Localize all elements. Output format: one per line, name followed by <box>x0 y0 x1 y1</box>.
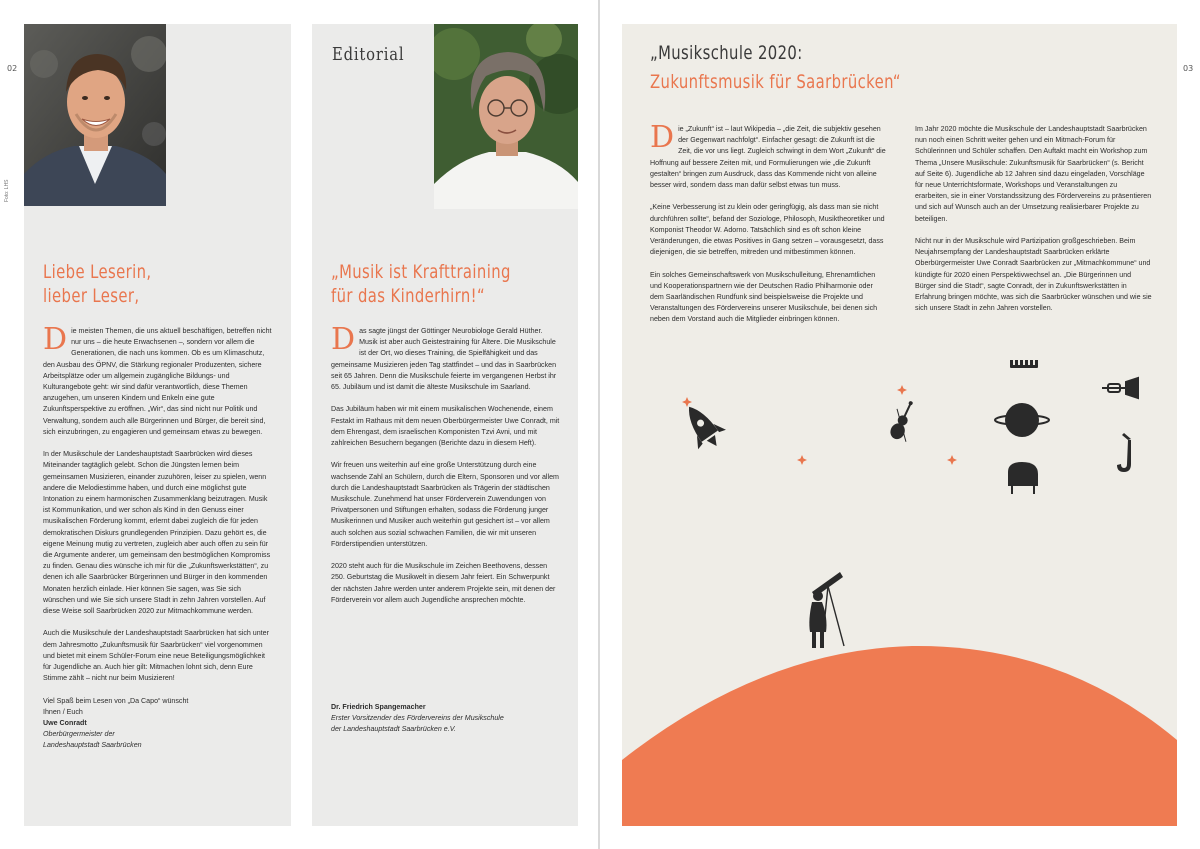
middle-body-text: Das sagte jüngst der Göttinger Neurobiologe Gerald Hüther. Musik ist aber auch Geistestraining für Ältere. Die Musikschule ist der Ort, wo dieses Training, die Spielfähigkeit und das gemeinsame Musizieren jeden Tag stattfindet – und das in Saarbrücken seit 65 Jahren. Denn die Musikschule feierte im vergangenen Herbst ihr 65. Jubiläum und ist damit die älteste Musikschule im Saarland. Das Jubiläum haben wir mit einem musikalischen Wochenende, einem Festakt im Rathaus mit dem neuen Oberbürgermeister Uwe Conradt, mit dem Ehrengast, dem israelischen Komponisten Tzvi Avni, und mit zahlreichen Besuchern begangen (Berichte dazu in diesem Heft). Wir freuen uns weiterhin auf eine große Unterstützung durch eine wachsende Zahl an Schülern, durch die Eltern, Sponsoren und vor allem durch die Landeshauptstadt Saarbrücken als Trägerin der städtischen Musikschule. Zunehmend hat unser Förderverein Zuwendungen von Privatpersonen und Stiftungen erhalten, sodass die Förderung junger Musikerinnen und Musiker auch weiterhin gut gesichert ist – vor allem auch solchen aus sozial schwachen Familien, die wir mit unseren Förderstipendien unterstützen. 2020 steht auch für die Musikschule im Zeichen Beethovens, dessen 250. Geburtstag die Musikwelt in diesem Jahr feiert. Ein Schwerpunkt der nächsten Jahre werden unter anderem Projekte sein, mit denen der Förderverein vor allem auch Jugendliche ansprechen möchte. <box>331 322 560 604</box>
dropcap: D <box>43 322 68 357</box>
editorial-label: Editorial <box>332 44 405 65</box>
right-body-column-1: Die „Zukunft“ ist – laut Wikipedia – „die Zeit, die subjektiv gesehen der Gegenwart nachfolgt“. Einfacher gesagt: die Zukunft ist die Zeit, die vor uns liegt. Zugleich schwingt in dem Wort „Zukunft“ die Hoffnung auf bessere Zeiten mit, und Formulierungen wie „die Zukunft gestalten“ bringen zum Ausdruck, dass das Kommende nicht von alleine besser wird, sondern dass man dafür selbst etwas tun muss. „Keine Verbesserung ist zu klein oder geringfügig, als dass man sie nicht durchführen sollte“, befand der Soziologe, Philosoph, Musiktheoretiker und Komponist Theodor W. Adorno. Tatsächlich sind es oft schon kleine Veränderungen, die etwas Positives in Gang setzen – vorausgesetzt, dass diejenigen, die sie betreffen, mitreden und mitbestimmen können. Ein solches Gemeinschaftswerk von Musikschulleitung, Ehrenamtlichen und Kooperationspartnern wie der Deutschen Radio Philharmonie oder dem Saarländischen Rundfunk sind beispielsweise die Projekte und Veranstaltungen des Fördervereins unserer Musikschule, bei denen sich neben dem Vorstand auch die Mitglieder einbringen können. <box>650 120 886 324</box>
middle-signature: Dr. Friedrich Spangemacher Erster Vorsitzender des Fördervereins der Musikschule der Landeshauptstadt Saarbrücken e.V. <box>331 702 571 736</box>
dropcap: D <box>650 120 675 155</box>
orange-planet-icon <box>622 646 1177 826</box>
accordion-icon <box>1010 360 1038 368</box>
saxophone-icon <box>1117 433 1131 472</box>
star-icon <box>682 385 957 465</box>
author-portrait <box>434 24 578 209</box>
trumpet-icon <box>1102 378 1138 398</box>
violin-icon <box>885 397 922 443</box>
space-music-illustration <box>622 360 1177 826</box>
right-heading-line2: Zukunftsmusik für Saarbrücken“ <box>650 71 901 93</box>
mayor-portrait <box>24 24 166 206</box>
signature-name: Uwe Conradt <box>43 719 87 728</box>
dropcap: D <box>331 322 356 357</box>
right-body-column-2: Im Jahr 2020 möchte die Musikschule der Landeshauptstadt Saarbrücken nun noch einen Schritt weiter gehen und ein Mitmach-Forum für Schülerinnen und Schüler schaffen. Den Auftakt macht ein Workshop zum Thema „Unsere Musikschule: Zukunftsmusik für Saarbrücken“ (s. Bericht auf Seite 6). Jugendliche ab 12 Jahren sind dazu eingeladen, Vorschläge für neue Unterrichtsformate, Workshops und Veranstaltungen zu erarbeiten, sie in einer Vorstandssitzung des Fördervereins zu präsentieren und sich auf Wunsch auch an der Umsetzung realisierbarer Projekte zu beteiligen. Nicht nur in der Musikschule wird Partizipation großgeschrieben. Beim Neujahrsempfang der Landeshauptstadt Saarbrücken erklärte Oberbürgermeister Uwe Conradt Saarbrücken zur „Mitmachkommune“ und kündigte für 2020 einen Perspektivwechsel an. „Die Bürgerinnen und Bürger sind die Stadt“, sagte Conradt, der in Zukunftswerkstätten in Erfahrung bringen möchte, was sich die Saarbrücker wünschen und wie sie sich unsere Stadt in zehn Jahren vorstellen. <box>915 125 1152 313</box>
telescope-child-icon <box>809 572 844 648</box>
photo-credit: Foto: LHS <box>4 179 10 202</box>
rocket-icon <box>675 397 730 456</box>
signature-name: Dr. Friedrich Spangemacher <box>331 703 426 711</box>
piano-icon <box>1008 462 1038 494</box>
page-gutter <box>598 0 600 849</box>
planet-icon <box>995 403 1049 437</box>
page-number-left: 02 <box>7 64 18 73</box>
left-body-text: Die meisten Themen, die uns aktuell beschäftigen, betreffen nicht nur uns – die heute Erwachsenen –, sondern vor allem die Generationen, die nach uns kommen. Ob es um Klimaschutz, den Ausbau des ÖPNV, die Stärkung regionaler Produzenten, sichere Arbeitsplätze oder um allgemein zugängliche Bildungs- und Kulturangebote geht: wir sind dafür verantwortlich, diese Themen anzugehen, um unseren Kindern und Enkeln eine gute Zukunftsperspektive zu eröffnen. „Wir“, das sind nicht nur Politik und Verwaltung, sondern auch alle Bürgerinnen und Bürger, die bereit sind, sich einzubringen, zu engagieren und gemeinsam etwas zu bewegen. In der Musikschule der Landeshauptstadt Saarbrücken wird dieses Miteinander tagtäglich gelebt. Schon die Jüngsten lernen beim gemeinsamen Musizieren, einander zuzuhören, leiser zu spielen, wenn andere die Melodiestimme haben, und durch eine möglichst gute Intonation zu einem harmonischen Zusammenklang beizutragen. Musik ist Kommunikation, und wer schon als Kind in den Genuss einer musikalischen Förderung kommt, erlernt dabei zugleich die für jeden demokratischen Diskurs grundlegenden Prinzipien. Dazu gehört es, die eigene Meinung mutig zu vertreten, zugleich aber auch offen zu sein für die Argumente anderer, um gemeinsam den bestmöglichen Kompromiss zu finden. Genau dies wünsche ich mir für die „Zukunftswerkstätten“, zu denen ich alle Saarbrücker Bürgerinnen und Bürger in den kommenden Monaten herzlich einlade. Hier können Sie sagen, was Sie sich wünschen und wie Sie sich unsere Stadt in zehn Jahren vorstellen. Auf diese Weise soll Saarbrücken 2020 zur Mitmachkommune werden. Auch die Musikschule der Landeshauptstadt Saarbrücken hat sich unter dem Jahresmotto „Zukunftsmusik für Saarbrücken“ viel vorgenommen und bietet mit einem Schüler-Forum eine neue Beteiligungsmöglichkeit für Jugendliche an. Auch hier gilt: Mitmachen lohnt sich, denn Eure Stimme zählt – nicht nur beim Musizieren! Viel Spaß beim Lesen von „Da Capo“ wünscht Ihnen / Euch Uwe Conradt Oberbürgermeister der Landeshauptstadt Saarbrücken <box>43 326 274 752</box>
page-number-right: 03 <box>1183 64 1194 73</box>
right-heading-line1: „Musikschule 2020: <box>650 42 803 64</box>
middle-heading: „Musik ist Krafttraining für das Kinderhirn!“ <box>331 261 511 307</box>
left-heading: Liebe Leserin, lieber Leser, <box>43 261 152 307</box>
